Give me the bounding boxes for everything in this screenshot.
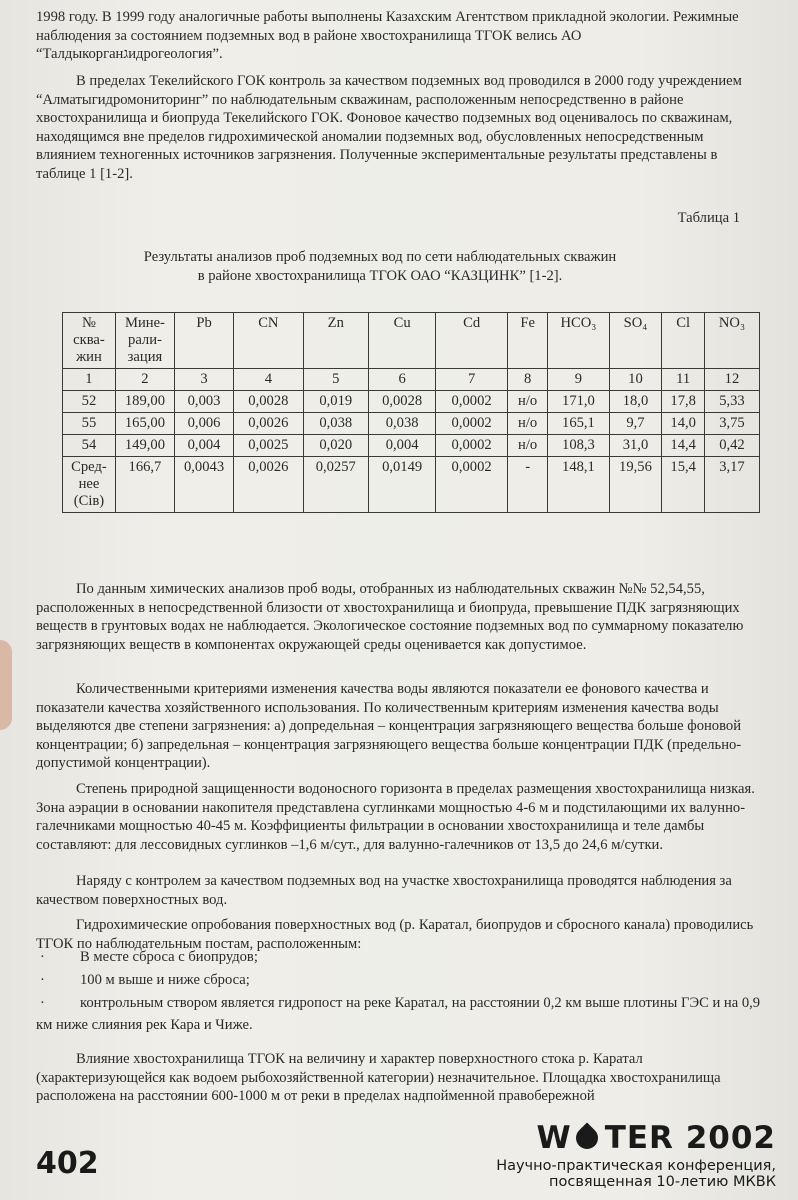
header-cell: HCO₃ xyxy=(548,313,609,369)
bullet-mark: · xyxy=(40,995,45,1011)
table-cell: 0,0149 xyxy=(368,457,435,513)
table-cell: 171,0 xyxy=(548,391,609,413)
colnum-cell: 12 xyxy=(704,369,759,391)
table-cell: 14,0 xyxy=(662,413,705,435)
table-cell: 55 xyxy=(63,413,116,435)
table-cell: 149,00 xyxy=(115,435,174,457)
header-cell: Мине-рали-зация xyxy=(115,313,174,369)
table-cell: 0,006 xyxy=(175,413,234,435)
bullet-text: контрольным створом является гидропост на реке Каратал, на расстоянии 0,2 км выше плотины ГЭС и на 0,9 км ниже слияния рек Кара и Чиже. xyxy=(36,995,761,1033)
table-cell: 0,019 xyxy=(303,391,368,413)
table-cell: 0,0257 xyxy=(303,457,368,513)
table-cell: 5,33 xyxy=(704,391,759,413)
table-header-row xyxy=(63,313,760,369)
table-cell: 0,0043 xyxy=(175,457,234,513)
table-cell: 19,56 xyxy=(609,457,662,513)
colnum-cell: 5 xyxy=(303,369,368,391)
table-cell: 0,0002 xyxy=(436,457,508,513)
table-cell: 148,1 xyxy=(548,457,609,513)
results-table xyxy=(62,312,760,513)
table-cell: 0,0002 xyxy=(436,435,508,457)
table-row xyxy=(63,391,760,413)
colnum-cell: 3 xyxy=(175,369,234,391)
colnum-cell: 4 xyxy=(234,369,303,391)
table-label: Таблица 1 xyxy=(677,210,740,226)
table-cell: - xyxy=(507,457,547,513)
water-drop-icon xyxy=(571,1122,602,1153)
table-cell: н/о xyxy=(507,413,547,435)
conference-caption xyxy=(496,1158,776,1190)
header-cell: Zn xyxy=(303,313,368,369)
header-cell: Cl xyxy=(662,313,705,369)
thumb-edge xyxy=(0,640,12,730)
table-cell: 3,17 xyxy=(704,457,759,513)
table-cell: 54 xyxy=(63,435,116,457)
list-item xyxy=(36,992,766,1036)
paragraph-intro: 1998 году. В 1999 году аналогичные работы выполнены Казахским Агентством прикладной экологии. Режимные наблюдения за состоянием подземных вод в районе хвостохранилища ТГОК велись АО “Талдыкорганגидрогеология”. xyxy=(36,9,739,63)
table-cell: 0,0028 xyxy=(368,391,435,413)
colnum-cell: 10 xyxy=(609,369,662,391)
table-cell: 165,00 xyxy=(115,413,174,435)
table-cell: 52 xyxy=(63,391,116,413)
table-row xyxy=(63,413,760,435)
colnum-cell: 11 xyxy=(662,369,705,391)
sampling-points-list xyxy=(36,946,766,1036)
table-cell: 3,75 xyxy=(704,413,759,435)
paragraph-protection: Степень природной защищенности водоносного горизонта в пределах размещения хвостохранилища низкая. Зона аэрации в основании накопителя представлена суглинками мощностью 4-6 м и подстилающими их валунно-галечниками мощностью 40-45 м. Коэффициенты фильтрации в основании хвостохранилища и теле дамбы составляют: для лессовидных суглинков –1,6 м/сут., для валунно-галечников от 13,5 до 24,6 м/сутки. xyxy=(36,781,755,853)
page-number: 402 xyxy=(36,1146,99,1181)
header-cell: Cd xyxy=(436,313,508,369)
table-cell: 0,038 xyxy=(303,413,368,435)
colnum-cell: 2 xyxy=(115,369,174,391)
table-title-line2: в районе хвостохранилища ТГОК ОАО “КАЗЦИНК” [1-2]. xyxy=(197,268,563,284)
bullet-mark: · xyxy=(40,972,45,988)
water-2002-logo xyxy=(537,1120,776,1156)
table-cell: 0,0028 xyxy=(234,391,303,413)
table-cell: 9,7 xyxy=(609,413,662,435)
table-title xyxy=(60,248,700,286)
table-cell: 0,0002 xyxy=(436,413,508,435)
table-cell: 108,3 xyxy=(548,435,609,457)
header-cell: NO₃ xyxy=(704,313,759,369)
colnum-cell: 1 xyxy=(63,369,116,391)
logo-w: W xyxy=(536,1120,572,1156)
table-row-average xyxy=(63,457,760,513)
colnum-cell: 9 xyxy=(548,369,609,391)
list-item xyxy=(36,946,766,969)
table-cell: 18,0 xyxy=(609,391,662,413)
header-cell: SO₄ xyxy=(609,313,662,369)
table-cell: 14,4 xyxy=(662,435,705,457)
table-cell: 15,4 xyxy=(662,457,705,513)
table-cell: 0,0002 xyxy=(436,391,508,413)
header-cell: № сква-жин xyxy=(63,313,116,369)
colnum-cell: 8 xyxy=(507,369,547,391)
paragraph-analysis: По данным химических анализов проб воды, отобранных из наблюдательных скважин №№ 52,54,55, расположенных в непосредственной близости от хвостохранилища и биопруда, превышение ПДК загрязняющих веществ в грунтовых водах не наблюдается. Экологическое состояние подземных вод по суммарному показателю загрязняющих веществ в компонентах окружающей среды оценивается как допустимое. xyxy=(36,581,744,653)
logo-text: TER 2002 xyxy=(604,1120,776,1156)
paragraph-influence: Влияние хвостохранилища ТГОК на величину и характер поверхностного стока р. Каратал (характеризующейся как водоем рыбохозяйственной категории) незначительное. Площадка хвостохранилища расположена на расстоянии 600-1000 м от реки в пределах надпойменной правобережной xyxy=(36,1051,721,1105)
table-cell: 166,7 xyxy=(115,457,174,513)
table-cell: 0,0026 xyxy=(234,457,303,513)
table-cell: 165,1 xyxy=(548,413,609,435)
table-row xyxy=(63,435,760,457)
table-cell: н/о xyxy=(507,391,547,413)
table-cell: 0,020 xyxy=(303,435,368,457)
table-cell: 0,0025 xyxy=(234,435,303,457)
table-cell: 0,0026 xyxy=(234,413,303,435)
bullet-text: В месте сброса с биопрудов; xyxy=(80,949,258,965)
header-cell: Pb xyxy=(175,313,234,369)
colnum-cell: 6 xyxy=(368,369,435,391)
table-cell: 0,004 xyxy=(175,435,234,457)
paragraph-surface-intro: Наряду с контролем за качеством подземных вод на участке хвостохранилища проводятся наблюдения за качеством поверхностных вод. xyxy=(36,873,732,908)
table-cell: Сред-нее (Сiв) xyxy=(63,457,116,513)
header-cell: Cu xyxy=(368,313,435,369)
bullet-mark: · xyxy=(40,949,45,965)
table-cell: 0,038 xyxy=(368,413,435,435)
colnum-cell: 7 xyxy=(436,369,508,391)
table-cell: 189,00 xyxy=(115,391,174,413)
paragraph-criteria: Количественными критериями изменения качества воды являются показатели ее фонового качества и показатели качества хозяйственного использования. По количественным критериям изменения качества воды выделяются две степени загрязнения: а) допредельная – концентрация загрязняющего вещества больше фоновой концентрации; б) запредельная – концентрация загрязняющего вещества больше концентрации ПДК (предельно-допустимой концентрации). xyxy=(36,681,742,772)
conference-line1: Научно-практическая конференция, xyxy=(496,1158,776,1174)
list-item xyxy=(36,969,766,992)
header-cell: CN xyxy=(234,313,303,369)
table-cell: 17,8 xyxy=(662,391,705,413)
table-cell: 0,42 xyxy=(704,435,759,457)
table-cell: 0,003 xyxy=(175,391,234,413)
conference-line2: посвященная 10-летию МКВК xyxy=(549,1174,776,1190)
paragraph-tekeli: В пределах Текелийского ГОК контроль за качеством подземных вод проводился в 2000 году учреждением “Алматыгидромониторинг” по наблюдательным скважинам, расположенным непосредственно в районе хвостохранилища и биопруда Текелийского ГОК. Фоновое качество подземных вод оценивалось по скважинам, находящимся вне пределов гидрохимической аномалии подземных вод, обусловленных непосредственным влиянием техногенных источников загрязнения. Полученные экспериментальные результаты представлены в таблице 1 [1-2]. xyxy=(36,73,742,182)
table-cell: 0,004 xyxy=(368,435,435,457)
table-cell: н/о xyxy=(507,435,547,457)
table-colnum-row xyxy=(63,369,760,391)
table-cell: 31,0 xyxy=(609,435,662,457)
table-title-line1: Результаты анализов проб подземных вод по сети наблюдательных скважин xyxy=(143,249,617,265)
bullet-text: 100 м выше и ниже сброса; xyxy=(80,972,250,988)
header-cell: Fe xyxy=(507,313,547,369)
paragraph-sampling: Гидрохимические опробования поверхностных вод (р. Каратал, биопрудов и сбросного канала) проводились ТГОК по наблюдательным постам, расположенным: xyxy=(36,917,754,952)
